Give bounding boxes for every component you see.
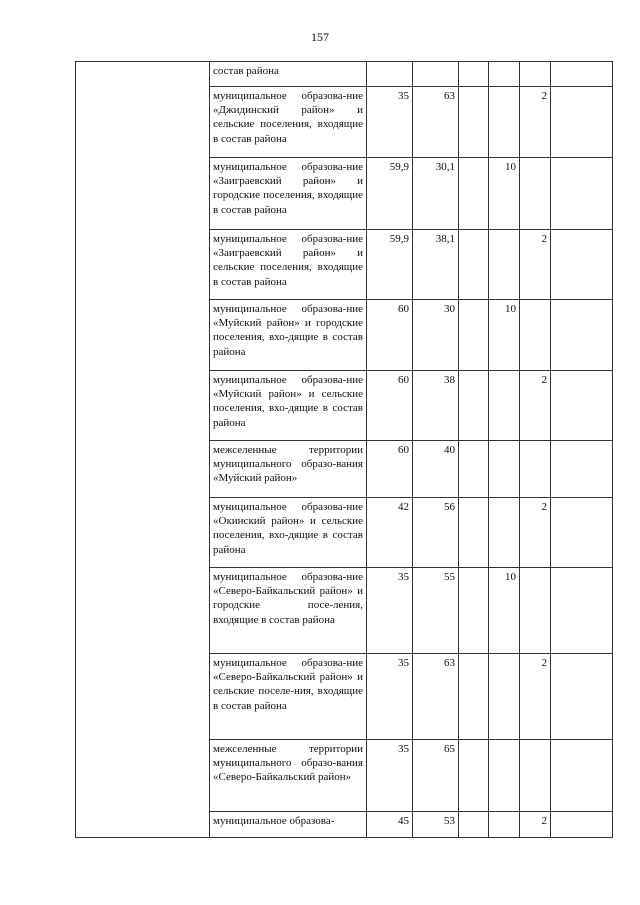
empty-cell [551,371,613,441]
empty-cell [551,568,613,654]
value-cell: 59,9 [367,230,413,300]
value-cell: 10 [489,158,520,230]
page-number: 157 [311,30,329,44]
value-cell: 56 [413,498,459,568]
value-cell: 60 [367,441,413,498]
value-cell [413,62,459,87]
value-cell [520,300,551,371]
rates-table [75,61,613,838]
value-cell: 63 [413,654,459,740]
value-cell [459,568,489,654]
value-cell: 59,9 [367,158,413,230]
territory-cell: муниципальное образова-ние «Муйский район» и городские поселения, вхо-дящие в состав района [210,300,367,371]
territory-cell: состав района [210,62,367,87]
value-cell: 35 [367,654,413,740]
territory-cell: муниципальное образова-ние «Заиграевский район» и городские поселения, входящие в состав района [210,158,367,230]
value-cell: 35 [367,740,413,812]
territory-cell: муниципальное образова- [210,812,367,838]
empty-cell [551,230,613,300]
value-cell: 35 [367,568,413,654]
value-cell [459,498,489,568]
value-cell: 53 [413,812,459,838]
value-cell: 2 [520,371,551,441]
value-cell [459,441,489,498]
value-cell: 2 [520,230,551,300]
value-cell: 2 [520,87,551,158]
territory-cell: муниципальное образова-ние «Северо-Байкальский район» и городские посе-ления, входящие в состав района [210,568,367,654]
value-cell [489,87,520,158]
value-cell [459,230,489,300]
value-cell: 63 [413,87,459,158]
territory-cell: муниципальное образова-ние «Заиграевский район» и сельские поселения, входящие в состав района [210,230,367,300]
value-cell [489,812,520,838]
empty-cell [551,654,613,740]
value-cell [367,62,413,87]
value-cell: 2 [520,812,551,838]
territory-cell: муниципальное образова-ние «Окинский район» и сельские поселения, вхо-дящие в состав района [210,498,367,568]
value-cell [489,498,520,568]
value-cell: 45 [367,812,413,838]
value-cell: 30,1 [413,158,459,230]
value-cell [489,371,520,441]
value-cell: 10 [489,300,520,371]
value-cell [459,371,489,441]
value-cell [459,62,489,87]
territory-cell: муниципальное образова-ние «Джидинский район» и сельские поселения, входящие в состав района [210,87,367,158]
value-cell: 65 [413,740,459,812]
value-cell: 30 [413,300,459,371]
empty-cell [551,812,613,838]
value-cell: 2 [520,654,551,740]
value-cell [520,568,551,654]
territory-cell: межселенные территории муниципального образо-вания «Муйский район» [210,441,367,498]
empty-cell [551,740,613,812]
value-cell: 40 [413,441,459,498]
empty-cell [551,300,613,371]
value-cell: 38,1 [413,230,459,300]
table-row [76,62,613,87]
empty-cell [551,441,613,498]
value-cell [520,158,551,230]
value-cell [459,87,489,158]
value-cell: 35 [367,87,413,158]
value-cell: 42 [367,498,413,568]
value-cell [489,654,520,740]
merged-left-cell [76,62,210,838]
value-cell [520,740,551,812]
territory-cell: межселенные территории муниципального образо-вания «Северо-Байкальский район» [210,740,367,812]
value-cell: 10 [489,568,520,654]
value-cell: 55 [413,568,459,654]
value-cell [489,441,520,498]
territory-cell: муниципальное образова-ние «Северо-Байкальский район» и сельские поселе-ния, входящие в состав района [210,654,367,740]
value-cell [489,740,520,812]
value-cell [459,158,489,230]
value-cell [520,62,551,87]
value-cell: 38 [413,371,459,441]
value-cell [459,300,489,371]
empty-cell [551,498,613,568]
value-cell: 2 [520,498,551,568]
value-cell [489,62,520,87]
value-cell [520,441,551,498]
value-cell: 60 [367,371,413,441]
empty-cell [551,158,613,230]
value-cell [459,740,489,812]
empty-cell [551,62,613,87]
territory-cell: муниципальное образова-ние «Муйский район» и сельские поселения, вхо-дящие в состав района [210,371,367,441]
value-cell: 60 [367,300,413,371]
value-cell [489,230,520,300]
value-cell [459,654,489,740]
value-cell [459,812,489,838]
empty-cell [551,87,613,158]
